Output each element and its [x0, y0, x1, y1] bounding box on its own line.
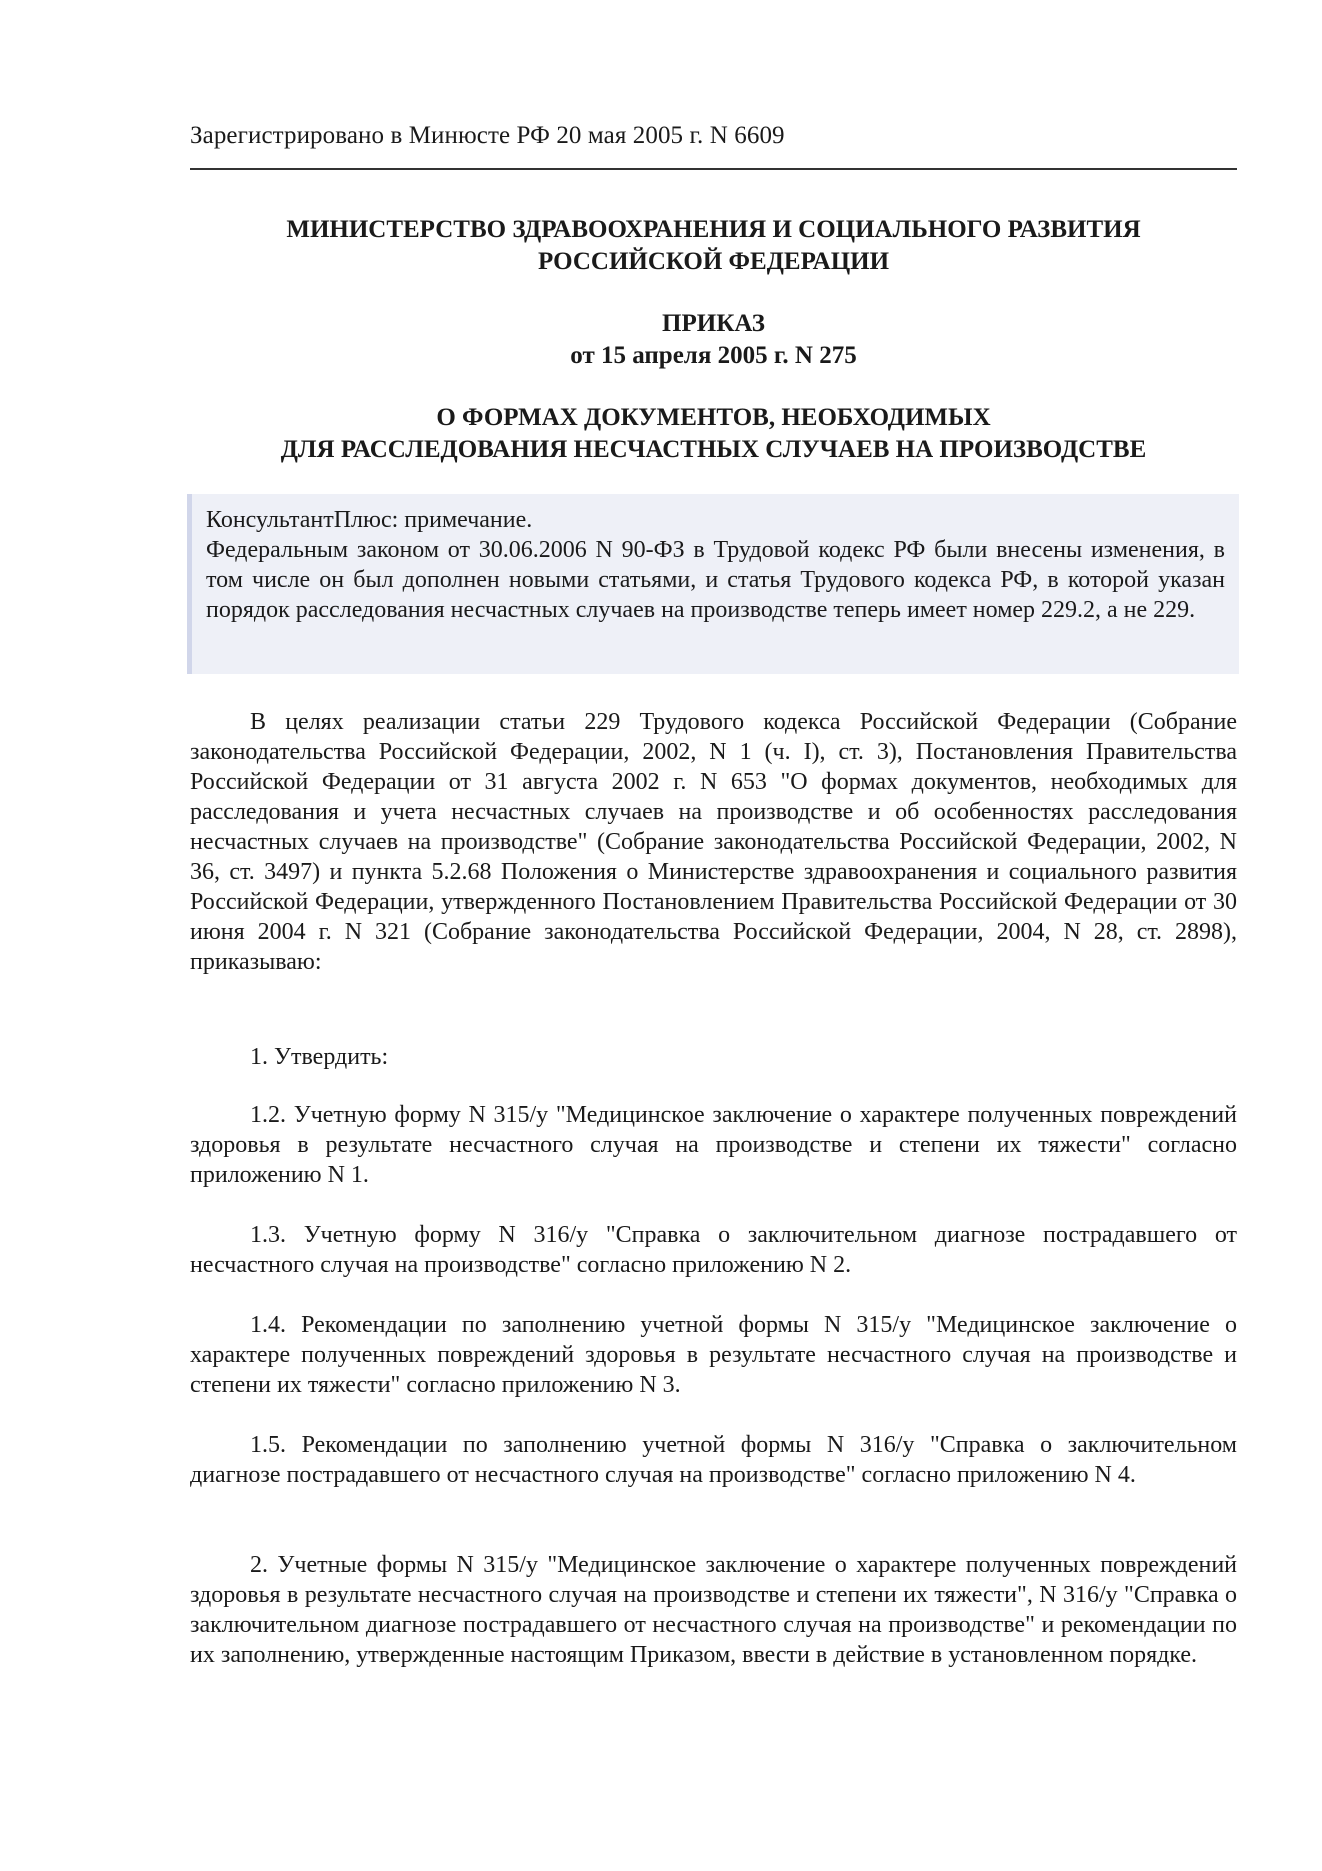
ministry-line-1: МИНИСТЕРСТВО ЗДРАВООХРАНЕНИЯ И СОЦИАЛЬНОГО РАЗВИТИЯ	[286, 216, 1141, 243]
intro-paragraph: В целях реализации статьи 229 Трудового кодекса Российской Федерации (Собрание законодательства Российской Федерации, 2002, N 1 (ч. I), ст. 3), Постановления Правительства Российской Федерации от 31 августа 2002 г. N 653 "О формах документов, необходимых для расследования и учета несчастных случаев на производстве и об особенностях расследования несчастных случаев на производстве" (Собрание законодательства Российской Федерации, 2002, N 36, ст. 3497) и пункта 5.2.68 Положения о Министерстве здравоохранения и социального развития Российской Федерации, утвержденного Постановлением Правительства Российской Федерации от 30 июня 2004 г. N 321 (Собрание законодательства Российской Федерации, 2004, N 28, ст. 2898), приказываю:	[190, 709, 1237, 975]
intro-paragraph-block	[190, 707, 1237, 977]
ministry-line-2: РОССИЙСКОЙ ФЕДЕРАЦИИ	[537, 248, 890, 275]
item-1-2-block	[190, 1100, 1237, 1190]
order-date: от 15 апреля 2005 г. N 275	[570, 342, 857, 369]
item-1-4: 1.4. Рекомендации по заполнению учетной формы N 315/у "Медицинское заключение о характере полученных повреждений здоровья в результате несчастного случая на производстве и степени их тяжести" согласно приложению N 3.	[190, 1312, 1237, 1398]
ministry-heading	[190, 214, 1237, 278]
item-1: 1. Утвердить:	[250, 1044, 389, 1070]
item-1-5-block	[190, 1430, 1237, 1490]
item-1-4-block	[190, 1310, 1237, 1400]
order-heading	[190, 308, 1237, 372]
item-1-block	[190, 1042, 1237, 1072]
item-1-5: 1.5. Рекомендации по заполнению учетной формы N 316/у "Справка о заключительном диагнозе пострадавшего от несчастного случая на производстве" согласно приложению N 4.	[190, 1432, 1237, 1488]
note-text: Федеральным законом от 30.06.2006 N 90-ФЗ в Трудовой кодекс РФ были внесены изменения, в том числе он был дополнен новыми статьями, и статья Трудового кодекса РФ, в которой указан порядок расследования несчастных случаев на производстве теперь имеет номер 229.2, а не 229.	[206, 537, 1225, 623]
registration-line: Зарегистрировано в Минюсте РФ 20 мая 2005 г. N 6609	[190, 122, 785, 149]
item-1-3-block	[190, 1220, 1237, 1280]
item-1-3: 1.3. Учетную форму N 316/у "Справка о заключительном диагнозе пострадавшего от несчастного случая на производстве" согласно приложению N 2.	[190, 1222, 1237, 1278]
note-label: КонсультантПлюс: примечание.	[206, 507, 533, 533]
item-2-block	[190, 1550, 1237, 1670]
consultant-note	[187, 494, 1239, 674]
item-2: 2. Учетные формы N 315/у "Медицинское заключение о характере полученных повреждений здоровья в результате несчастного случая на производстве и степени их тяжести", N 316/у "Справка о заключительном диагнозе пострадавшего от несчастного случая на производстве" и рекомендации по их заполнению, утвержденные настоящим Приказом, ввести в действие в установленном порядке.	[190, 1552, 1237, 1668]
order-title	[190, 402, 1237, 466]
registration-divider	[190, 168, 1237, 170]
order-title-line-1: О ФОРМАХ ДОКУМЕНТОВ, НЕОБХОДИМЫХ	[436, 404, 991, 431]
order-type: ПРИКАЗ	[662, 310, 765, 337]
order-title-line-2: ДЛЯ РАССЛЕДОВАНИЯ НЕСЧАСТНЫХ СЛУЧАЕВ НА ПРОИЗВОДСТВЕ	[280, 436, 1147, 463]
item-1-2: 1.2. Учетную форму N 315/у "Медицинское заключение о характере полученных повреждений здоровья в результате несчастного случая на производстве и степени их тяжести" согласно приложению N 1.	[190, 1102, 1237, 1188]
